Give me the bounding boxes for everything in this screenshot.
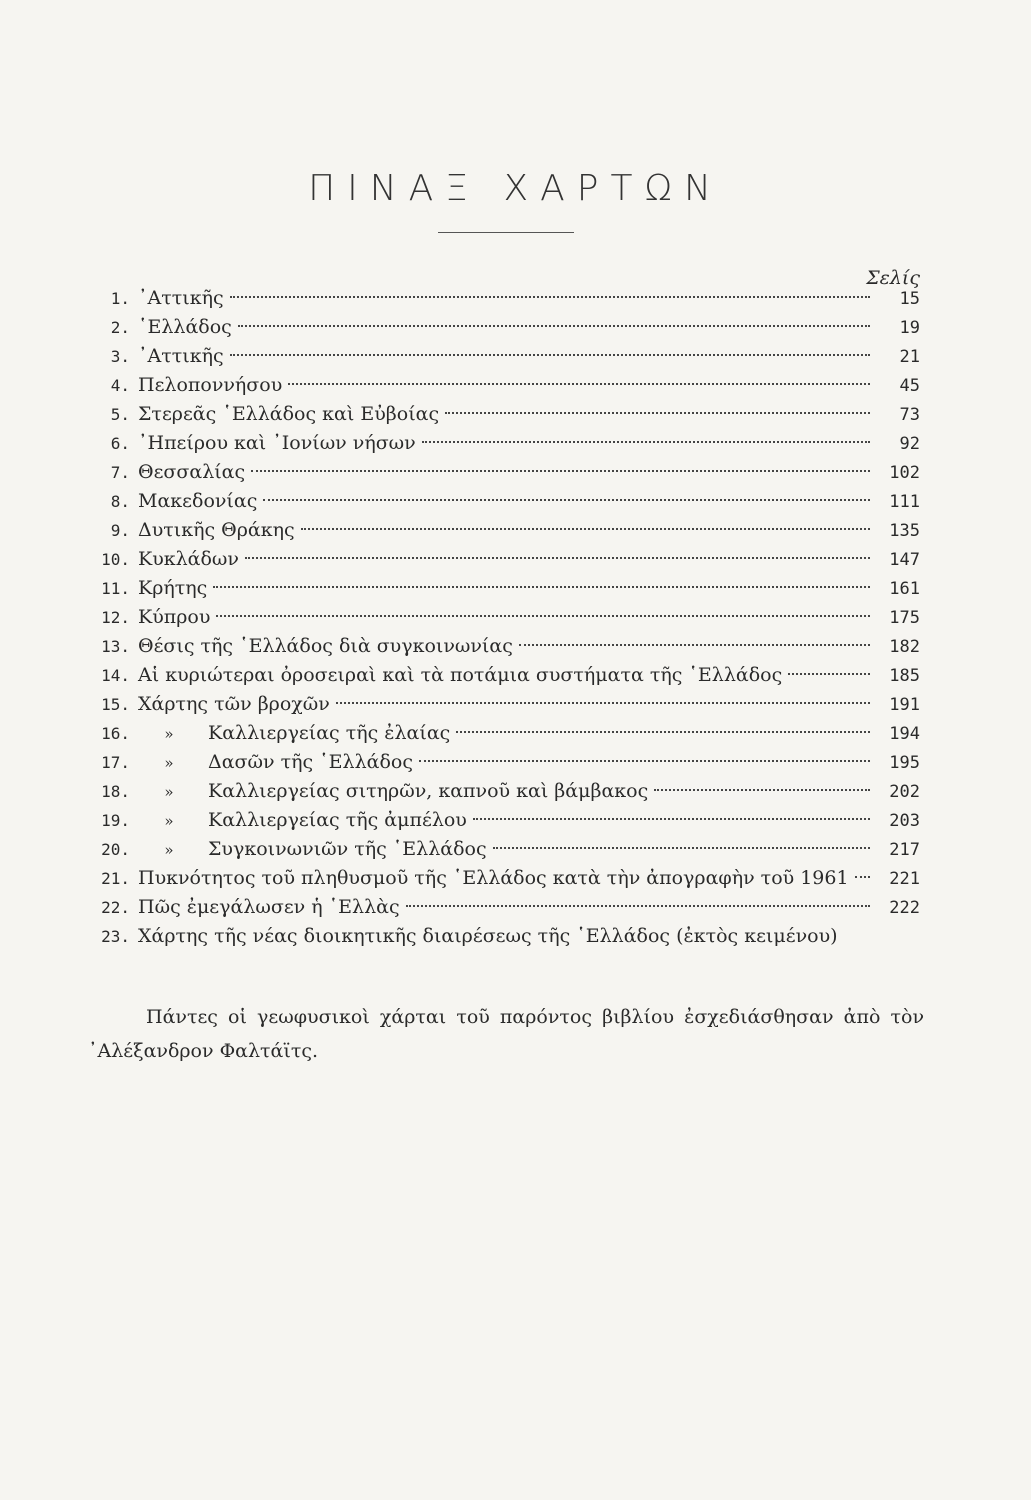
toc-entry xyxy=(90,719,920,748)
toc-entry xyxy=(90,429,920,458)
entry-label: Δασῶν τῆς ῾Ελλάδος xyxy=(208,751,413,773)
entry-number: 20. xyxy=(101,840,130,859)
entry-page-number: 111 xyxy=(889,492,920,512)
entry-label: Συγκοινωνιῶν τῆς ῾Ελλάδος xyxy=(208,838,487,860)
toc-entry xyxy=(90,371,920,400)
entry-page-number: 185 xyxy=(889,666,920,686)
dot-leader xyxy=(230,354,870,356)
entry-number: 5. xyxy=(110,405,130,424)
entry-page-number: 73 xyxy=(899,405,920,425)
dot-leader xyxy=(855,876,870,878)
dot-leader xyxy=(301,528,870,530)
toc-entry xyxy=(90,516,920,545)
entry-number: 4. xyxy=(110,376,130,395)
entry-page-number: 221 xyxy=(889,869,920,889)
toc-entry xyxy=(90,835,920,864)
dot-leader xyxy=(230,296,870,298)
entry-label: ᾿Αττικῆς xyxy=(138,345,224,367)
entry-label: Θεσσαλίας xyxy=(138,461,246,483)
ditto-mark: » xyxy=(164,841,174,859)
toc-entry xyxy=(90,864,920,893)
entry-label: Δυτικῆς Θράκης xyxy=(138,519,295,541)
toc-entry xyxy=(90,487,920,516)
entry-page-number: 147 xyxy=(889,550,920,570)
dot-leader xyxy=(213,586,870,588)
entry-page-number: 175 xyxy=(889,608,920,628)
entry-number: 15. xyxy=(101,695,130,714)
toc-entry xyxy=(90,400,920,429)
entry-number: 21. xyxy=(101,869,130,888)
entry-page-number: 202 xyxy=(889,782,920,802)
maps-table-of-contents xyxy=(90,284,920,951)
entry-label: Κυκλάδων xyxy=(138,548,239,570)
entry-page-number: 182 xyxy=(889,637,920,657)
dot-leader xyxy=(445,412,870,414)
entry-label: Καλλιεργείας σιτηρῶν, καπνοῦ καὶ βάμβακος xyxy=(208,780,649,802)
dot-leader xyxy=(422,441,870,443)
ditto-mark: » xyxy=(164,725,174,743)
dot-leader xyxy=(263,499,870,501)
entry-number: 22. xyxy=(101,898,130,917)
entry-page-number: 195 xyxy=(889,753,920,773)
entry-number: 9. xyxy=(110,521,130,540)
entry-number: 13. xyxy=(101,637,130,656)
toc-entry xyxy=(90,690,920,719)
entry-label: Κύπρου xyxy=(138,606,211,628)
entry-label: ᾿Αττικῆς xyxy=(138,287,224,309)
entry-number: 18. xyxy=(101,782,130,801)
entry-number: 16. xyxy=(101,724,130,743)
entry-number: 14. xyxy=(101,666,130,685)
entry-number: 6. xyxy=(110,434,130,453)
entry-page-number: 203 xyxy=(889,811,920,831)
dot-leader xyxy=(493,847,870,849)
toc-entry xyxy=(90,545,920,574)
entry-label: ᾿Ηπείρου καὶ ᾿Ιονίων νήσων xyxy=(138,432,416,454)
page-title: ΠΙΝΑΞ ΧΑΡΤΩΝ xyxy=(308,168,723,209)
entry-label: Πελοποννήσου xyxy=(138,374,283,396)
dot-leader xyxy=(473,818,870,820)
footer-note: Πάντες οἱ γεωφυσικοὶ χάρται τοῦ παρόντος βιβλίου ἐσχεδιάσθησαν ἀπὸ τὸν ᾿Αλέξανδρον Φαλτάϊτς. xyxy=(88,1006,924,1062)
entry-label: ῾Ελλάδος xyxy=(138,316,232,338)
entry-label: Χάρτης τῶν βροχῶν xyxy=(138,693,330,715)
entry-number: 19. xyxy=(101,811,130,830)
toc-entry xyxy=(90,458,920,487)
dot-leader xyxy=(406,905,870,907)
toc-entry xyxy=(90,284,920,313)
entry-page-number: 222 xyxy=(889,898,920,918)
dot-leader xyxy=(238,325,870,327)
toc-entry xyxy=(90,574,920,603)
entry-label: Κρήτης xyxy=(138,577,208,599)
toc-entry xyxy=(90,893,920,922)
entry-label: Πῶς ἐμεγάλωσεν ἡ ῾Ελλὰς xyxy=(138,896,400,918)
entry-page-number: 194 xyxy=(889,724,920,744)
entry-number: 7. xyxy=(110,463,130,482)
entry-label: Στερεᾶς ῾Ελλάδος καὶ Εὐβοίας xyxy=(138,403,440,425)
dot-leader xyxy=(456,731,870,733)
entry-page-number: 19 xyxy=(899,318,920,338)
toc-entry xyxy=(90,748,920,777)
entry-number: 8. xyxy=(110,492,130,511)
entry-label: Χάρτης τῆς νέας διοικητικῆς διαιρέσεως τῆς ῾Ελλάδος (ἐκτὸς κειμένου) xyxy=(138,925,838,947)
page-column-header: Σελίς xyxy=(866,267,920,289)
entry-number: 10. xyxy=(101,550,130,569)
toc-entry xyxy=(90,632,920,661)
toc-entry xyxy=(90,777,920,806)
entry-page-number: 217 xyxy=(889,840,920,860)
ditto-mark: » xyxy=(164,783,174,801)
entry-page-number: 45 xyxy=(899,376,920,396)
toc-entry xyxy=(90,603,920,632)
title-divider xyxy=(438,232,574,233)
entry-number: 17. xyxy=(101,753,130,772)
entry-page-number: 102 xyxy=(889,463,920,483)
entry-number: 3. xyxy=(110,347,130,366)
dot-leader xyxy=(245,557,870,559)
dot-leader xyxy=(336,702,870,704)
entry-page-number: 92 xyxy=(899,434,920,454)
toc-entry xyxy=(90,313,920,342)
entry-number: 12. xyxy=(101,608,130,627)
toc-entry xyxy=(90,661,920,690)
dot-leader xyxy=(251,470,870,472)
entry-label: Καλλιεργείας τῆς ἀμπέλου xyxy=(208,809,467,831)
entry-page-number: 191 xyxy=(889,695,920,715)
entry-label: Μακεδονίας xyxy=(138,490,258,512)
toc-entry xyxy=(90,806,920,835)
dot-leader xyxy=(519,644,870,646)
entry-label: Αἱ κυριώτεραι ὀροσειραὶ καὶ τὰ ποτάμια συστήματα τῆς ῾Ελλάδος xyxy=(138,664,783,686)
dot-leader xyxy=(288,383,870,385)
entry-number: 11. xyxy=(101,579,130,598)
dot-leader xyxy=(788,673,870,675)
ditto-mark: » xyxy=(164,754,174,772)
entry-number: 2. xyxy=(110,318,130,337)
entry-label: Θέσις τῆς ῾Ελλάδος διὰ συγκοινωνίας xyxy=(138,635,513,657)
entry-number: 23. xyxy=(101,927,130,946)
toc-entry xyxy=(90,342,920,371)
dot-leader xyxy=(216,615,870,617)
entry-number: 1. xyxy=(110,289,130,308)
dot-leader xyxy=(419,760,870,762)
entry-page-number: 21 xyxy=(899,347,920,367)
ditto-mark: » xyxy=(164,812,174,830)
entry-label: Πυκνότητος τοῦ πληθυσμοῦ τῆς ῾Ελλάδος κατὰ τὴν ἀπογραφὴν τοῦ 1961 xyxy=(138,867,849,889)
entry-label: Καλλιεργείας τῆς ἐλαίας xyxy=(208,722,451,744)
dot-leader xyxy=(654,789,870,791)
toc-entry xyxy=(90,922,920,951)
entry-page-number: 15 xyxy=(899,289,920,309)
entry-page-number: 135 xyxy=(889,521,920,541)
entry-page-number: 161 xyxy=(889,579,920,599)
